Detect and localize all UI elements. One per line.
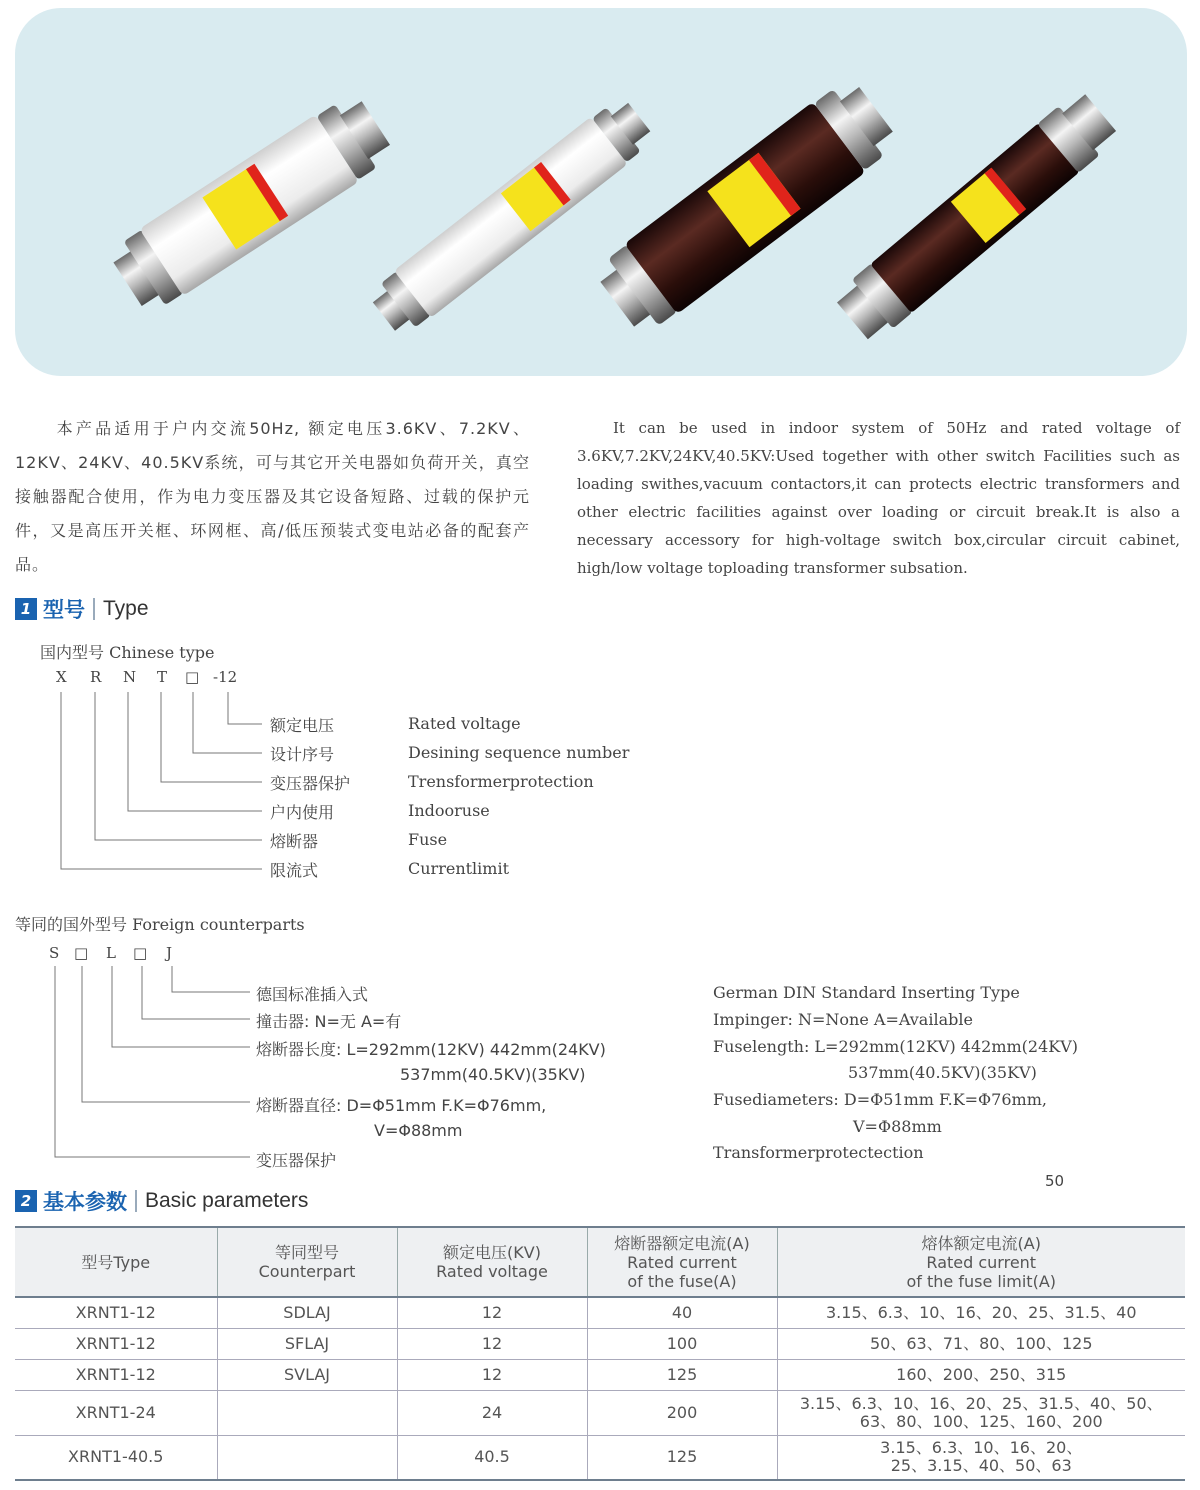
table-cell: 40.5 — [397, 1435, 587, 1480]
table-cell: 12 — [397, 1359, 587, 1390]
column-header: 型号Type — [15, 1227, 217, 1297]
code-box: □ — [133, 944, 148, 962]
table-row — [15, 1359, 1185, 1390]
type-desc-cn: 户内使用 — [270, 803, 335, 822]
section-title-cn: 基本参数 — [43, 1190, 127, 1214]
foreign-desc-cn: 537mm(40.5KV)(35KV) — [400, 1065, 586, 1084]
foreign-desc-cn: 熔断器长度: L=292mm(12KV) 442mm(24KV) — [256, 1040, 606, 1059]
column-header: 等同型号 Counterpart — [217, 1227, 397, 1297]
table-cell: 200 — [587, 1390, 777, 1435]
table-cell: 100 — [587, 1328, 777, 1359]
table-cell: 125 — [587, 1435, 777, 1480]
parameters-table — [15, 1226, 1185, 1481]
code-letter: L — [106, 944, 116, 962]
foreign-desc-en: Impinger: N=None A=Available — [713, 1010, 973, 1029]
foreign-type-heading: 等同的国外型号 Foreign counterparts — [15, 915, 305, 934]
code-letter: J — [166, 944, 173, 962]
code-letter: S — [49, 944, 60, 962]
table-cell: 12 — [397, 1328, 587, 1359]
page-number: 50 — [1045, 1172, 1065, 1190]
table-cell: SVLAJ — [217, 1359, 397, 1390]
type-desc-cn: 设计序号 — [270, 745, 335, 764]
code-letter: X — [56, 668, 67, 686]
table-cell: 125 — [587, 1359, 777, 1390]
table-cell: XRNT1-24 — [15, 1390, 217, 1435]
type-desc-cn: 变压器保护 — [270, 774, 351, 793]
code-letter: R — [90, 668, 102, 686]
foreign-desc-en: Transformerprotectection — [713, 1143, 924, 1162]
code-suffix: -12 — [213, 668, 238, 686]
intro-chinese: 本产品适用于户内交流50Hz, 额定电压3.6KV、7.2KV、12KV、24KV、40.5KV系统，可与其它开关电器如负荷开关，真空接触器配合使用，作为电力变压器及其它设备短路、过载的保护元件，又是高压开关框、环网框、高/低压预装式变电站必备的配套产品。 — [15, 419, 530, 574]
foreign-desc-en: Fusediameters: D=Φ51mm F.K=Φ76mm, — [713, 1090, 1047, 1109]
table-cell: XRNT1-12 — [15, 1359, 217, 1390]
column-header: 额定电压(KV) Rated voltage — [397, 1227, 587, 1297]
table-cell: 24 — [397, 1390, 587, 1435]
table-cell: XRNT1-12 — [15, 1328, 217, 1359]
table-cell — [217, 1390, 397, 1435]
type-desc-en: Desining sequence number — [408, 743, 630, 762]
table-cell — [217, 1435, 397, 1480]
table-header-row — [15, 1227, 1185, 1297]
table-row — [15, 1328, 1185, 1359]
heading-divider — [135, 1190, 137, 1212]
foreign-desc-en: V=Φ88mm — [853, 1117, 942, 1136]
foreign-desc-cn: 变压器保护 — [256, 1151, 337, 1170]
table-cell: 160、200、250、315 — [777, 1359, 1185, 1390]
table-cell: 3.15、6.3、10、16、20、25、31.5、40、50、 63、80、100、125、160、200 — [777, 1390, 1185, 1435]
foreign-desc-en: 537mm(40.5KV)(35KV) — [848, 1063, 1037, 1082]
type-desc-en: Rated voltage — [408, 714, 521, 733]
section-parameters-heading — [15, 1186, 308, 1216]
type-desc-en: Fuse — [408, 830, 448, 849]
chinese-type-heading: 国内型号 Chinese type — [40, 643, 215, 662]
foreign-desc-en: Fuselength: L=292mm(12KV) 442mm(24KV) — [713, 1037, 1079, 1056]
table-cell: XRNT1-40.5 — [15, 1435, 217, 1480]
table-row — [15, 1435, 1185, 1480]
foreign-desc-cn: 德国标准插入式 — [256, 985, 369, 1004]
code-letter: N — [123, 668, 137, 686]
foreign-desc-cn: V=Φ88mm — [374, 1121, 463, 1140]
code-letter: T — [157, 668, 168, 686]
type-desc-en: Indooruse — [408, 801, 490, 820]
section-number: 1 — [15, 598, 37, 620]
table-cell: 3.15、6.3、10、16、20、 25、3.15、40、50、63 — [777, 1435, 1185, 1480]
intro-english: It can be used in indoor system of 50Hz and rated voltage of 3.6KV,7.2KV,24KV,40.5KV:Used together with other switch Facilities such as loading swithes,vacuum contactors,it can protects electric transformers and other electric facilities against over loading or circuit break.It is also a necessary accessory for high-voltage switch box,circular circuit cabinet, high/low voltage toploading transformer subsation. — [577, 419, 1180, 577]
column-header: 熔体额定电流(A) Rated current of the fuse limit(A) — [777, 1227, 1185, 1297]
column-header: 熔断器额定电流(A) Rated current of the fuse(A) — [587, 1227, 777, 1297]
code-box: □ — [185, 668, 200, 686]
table-row — [15, 1297, 1185, 1328]
table-cell: SFLAJ — [217, 1328, 397, 1359]
type-desc-en: Currentlimit — [408, 859, 509, 878]
section-title-en: Type — [103, 597, 149, 620]
foreign-desc-cn: 熔断器直径: D=Φ51mm F.K=Φ76mm, — [256, 1096, 547, 1115]
table-row — [15, 1390, 1185, 1435]
foreign-desc-en: German DIN Standard Inserting Type — [713, 983, 1020, 1002]
table-cell: 3.15、6.3、10、16、20、25、31.5、40 — [777, 1297, 1185, 1328]
section-title-en: Basic parameters — [145, 1189, 309, 1212]
table-cell: XRNT1-12 — [15, 1297, 217, 1328]
type-desc-cn: 限流式 — [270, 861, 319, 880]
section-title-cn: 型号 — [43, 598, 85, 622]
table-cell: 40 — [587, 1297, 777, 1328]
foreign-desc-cn: 撞击器: N=无 A=有 — [256, 1012, 402, 1031]
type-desc-cn: 额定电压 — [270, 716, 335, 735]
type-desc-cn: 熔断器 — [270, 832, 319, 851]
table-cell: SDLAJ — [217, 1297, 397, 1328]
type-desc-en: Trensformerprotection — [408, 772, 594, 791]
code-box: □ — [74, 944, 89, 962]
section-number: 2 — [15, 1190, 37, 1212]
table-cell: 12 — [397, 1297, 587, 1328]
table-cell: 50、63、71、80、100、125 — [777, 1328, 1185, 1359]
